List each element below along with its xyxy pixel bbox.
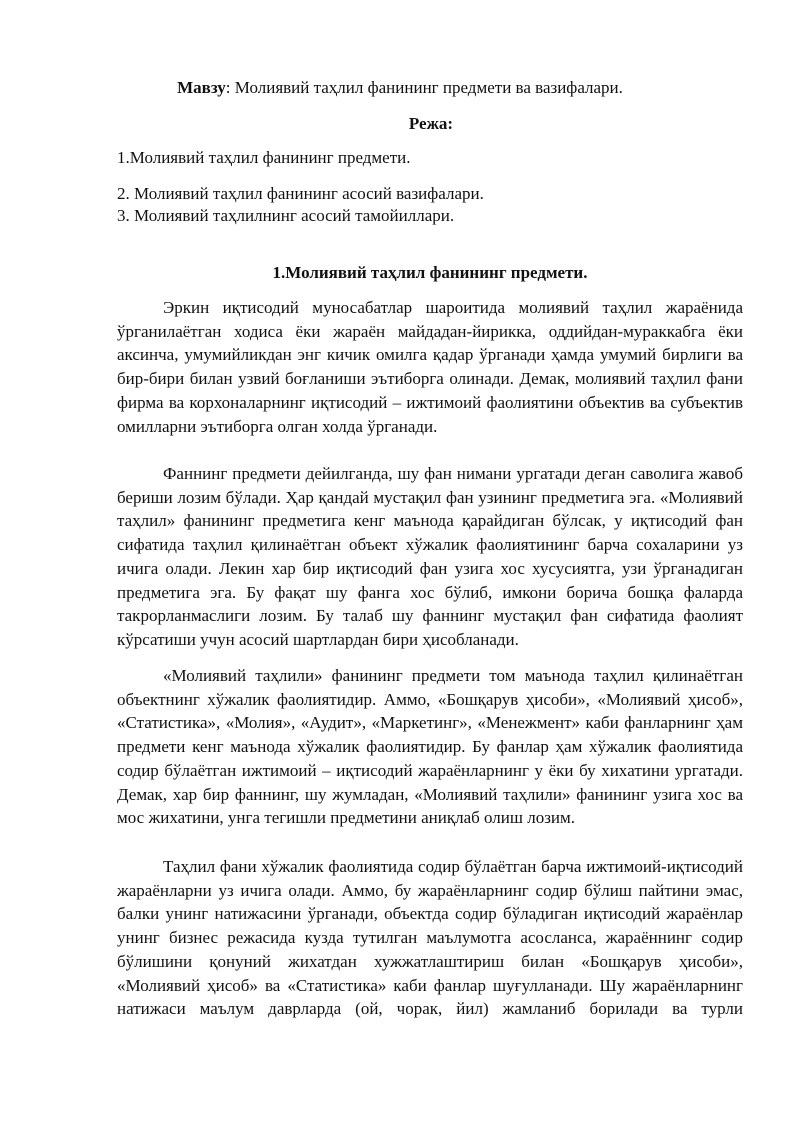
plan-item-1: 1.Молиявий таҳлил фанининг предмети. (117, 148, 411, 167)
section-heading: 1.Молиявий таҳлил фанининг предмети. (272, 263, 588, 282)
paragraph-4: Таҳлил фани хўжалик фаолиятида содир бўлаётган барча ижтимоий-иқтисодий жараёнларни уз ичига олади. Аммо, бу жараёнларнинг содир бўлиш пайтини эмас, балки унинг натижасини ўрганади, объектда содир бўладиган иқтисодий жараёнлар унинг бизнес режасида кузда тутилган маълумотга асосланса, жараённинг содир бўлишини қонуний жихатдан хужжатлаштириш билан «Бошқарув ҳисоби», «Молиявий ҳисоб» ва «Статистика» каби фанлар шуғулланади. Шу жараёнларнинг натижаси маълум даврларда (ой, чорак, йил) жамланиб борилади ва турли (117, 857, 743, 1019)
plan-heading: Режа: (408, 114, 454, 133)
topic-separator: : (225, 78, 235, 97)
paragraph-2: Фаннинг предмети дейилганда, шу фан нимани ургатади деган саволига жавоб бериши лозим бўлади. Ҳар қандай мустақил фан узининг предметига эга. «Молиявий таҳлил» фанининг предметига кенг маънода қарайдиган бўлсак, у иқтисодий фан сифатида таҳлил қилинаётган объект хўжалик фаолиятининг барча сохаларини уз ичига олади. Лекин хар бир иқтисодий фан узига хос хусусиятга, узи ўрганадиган предметига эга. Бу фақат шу фанга хос бўлиб, имкони борича бошқа фаларда такрорланмаслиги лозим. Бу талаб шу фаннинг мустақил фан сифатида фаолият кўрсатиши учун асосий шартлардан бири ҳисобланади. (117, 464, 743, 649)
topic-label: Мавзу (177, 78, 226, 97)
topic-line (0, 77, 800, 99)
paragraph-1: Эркин иқтисодий муносабатлар шароитида молиявий таҳлил жараёнида ўрганилаётган ходиса ёки жараён майдадан-йирикка, оддийдан-мураккабга ёки аксинча, умумийликдан энг кичик омилга қадар ўрганади ҳамда умумий бирлиги ва бир-бири билан узвий боғланиши эътиборга олинади. Демак, молиявий таҳлил фани фирма ва корхоналарнинг иқтисодий – ижтимоий фаолиятини объектив ва субъектив омилларни эътиборга олган холда ўрганади. (117, 298, 743, 436)
paragraph-3: «Молиявий таҳлили» фанининг предмети том маънода таҳлил қилинаётган объектнинг хўжалик фаолиятидир. Аммо, «Бошқарув ҳисоби», «Молиявий ҳисоб», «Статистика», «Молия», «Аудит», «Маркетинг», «Менежмент» каби фанларнинг ҳам предмети кенг маънода хўжалик фаолиятидир. Бу фанлар ҳам хўжалик фаолиятида содир бўлаётган ижтимоий – иқтисодий жараёнларнинг у ёки бу хиxатини ургатади. Демак, хар бир фаннинг, шу жумладан, «Молиявий таҳлили» фанининг узига хос ва мос жихатини, унга тегишли предметини аниқлаб олиш лозим. (117, 666, 743, 828)
topic-text: Молиявий таҳлил фанининг предмети ва вазифалари. (234, 78, 623, 97)
plan-item-3: 3. Молиявий таҳлилнинг асосий тамойиллари. (117, 206, 455, 225)
plan-item-2: 2. Молиявий таҳлил фанининг асосий вазифалари. (117, 184, 484, 203)
